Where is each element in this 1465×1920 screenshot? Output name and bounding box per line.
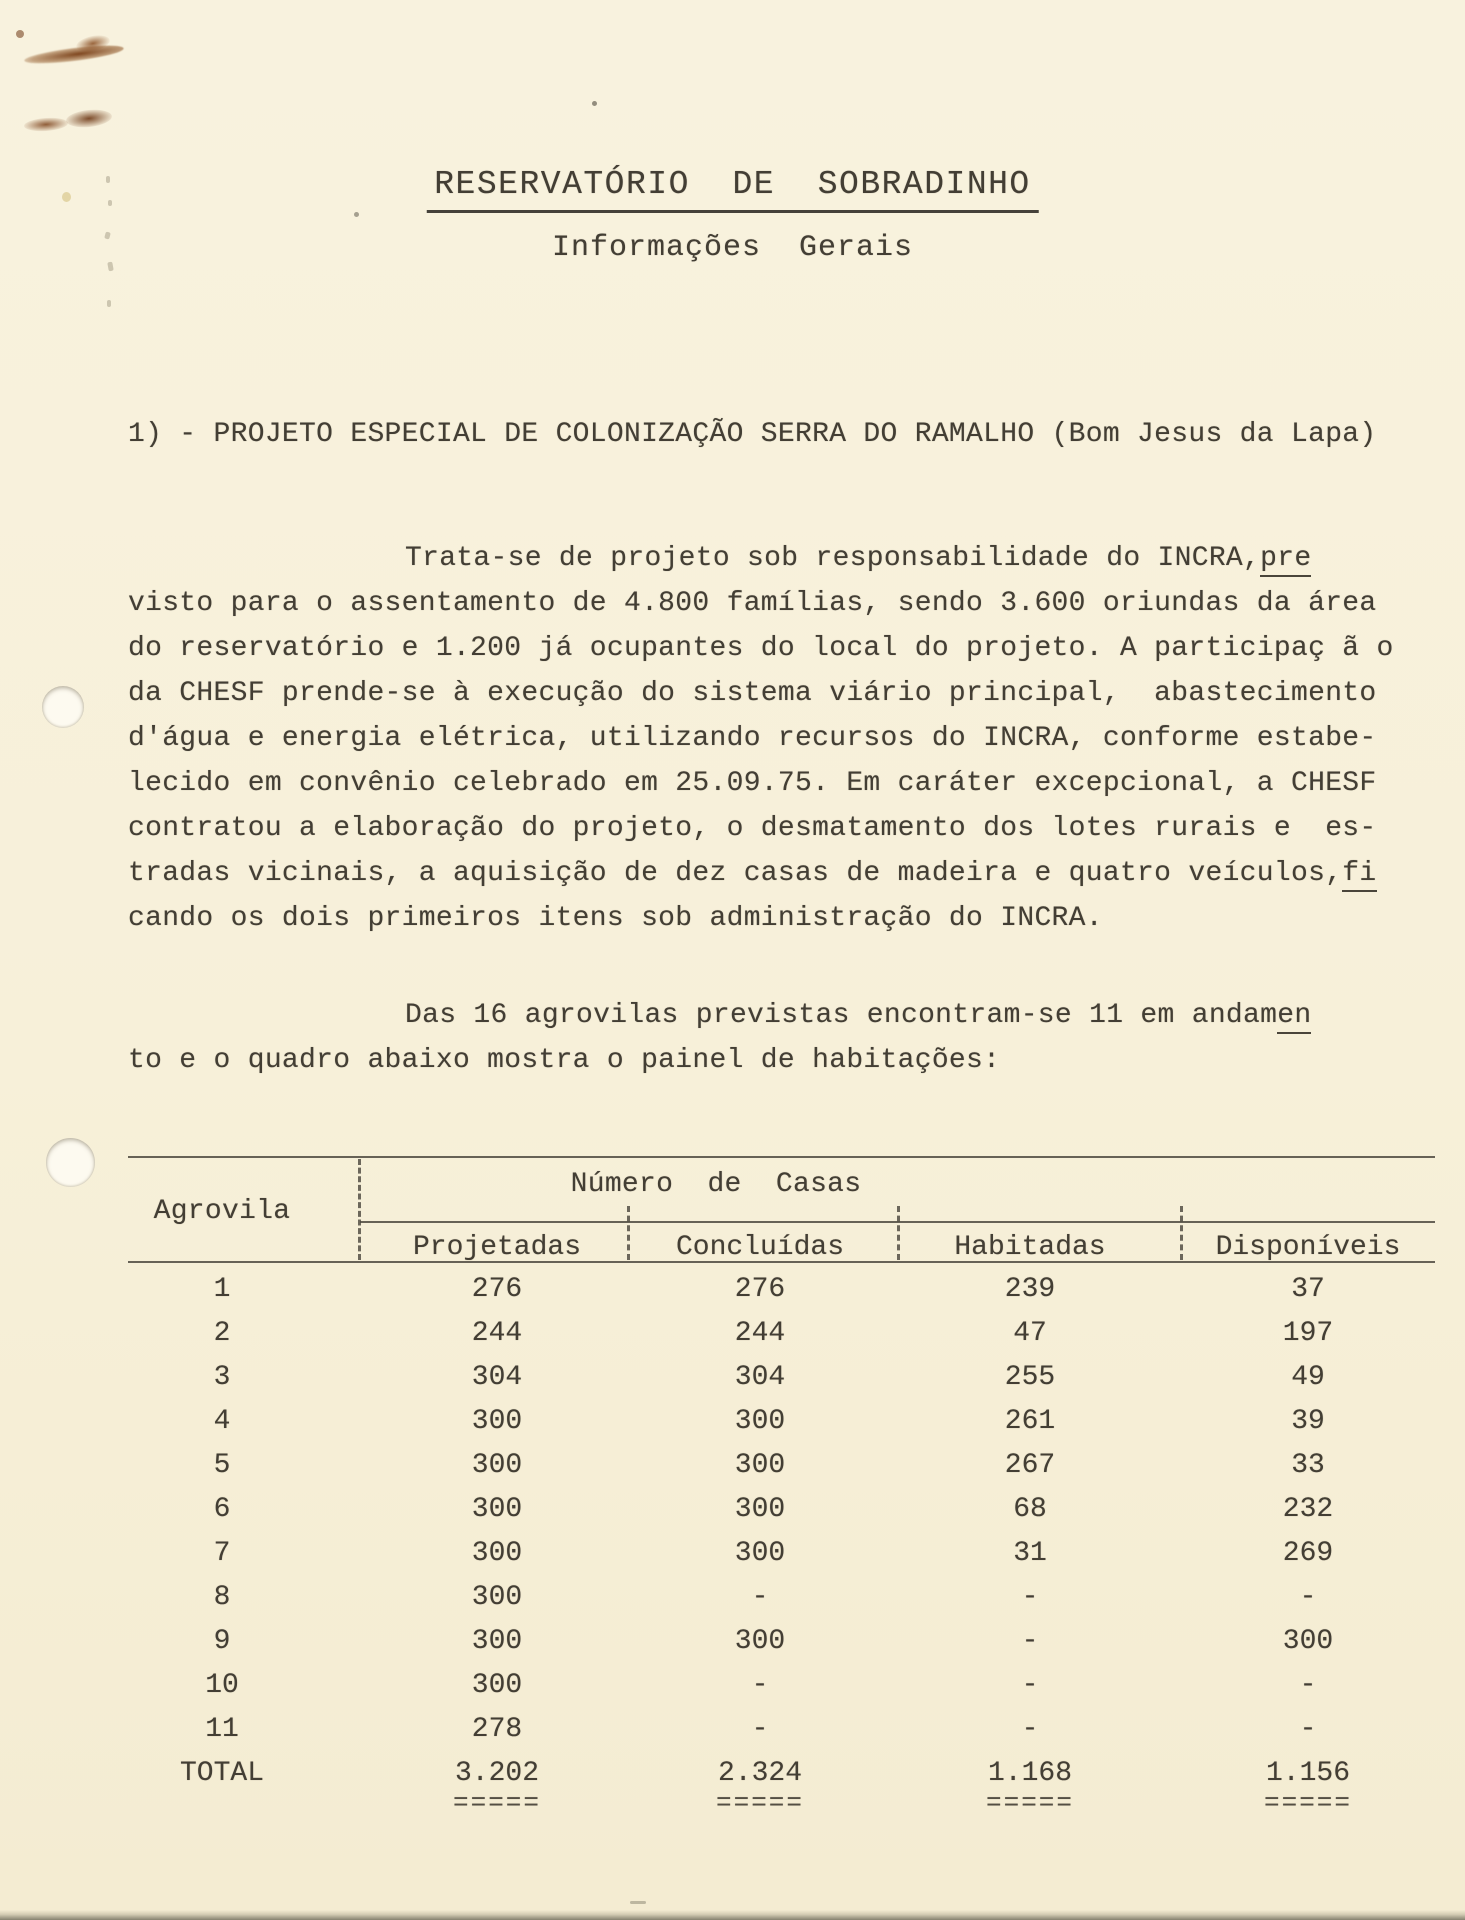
- value-disponiveis: -: [1299, 1714, 1317, 1745]
- document-title: RESERVATÓRIO DE SOBRADINHO: [426, 166, 1039, 213]
- agrovila-number: 4: [213, 1406, 231, 1437]
- text-line: do reservatório e 1.200 já ocupantes do local do projeto. A participaç ã o: [128, 633, 1394, 664]
- total-underline-mark: =====: [1263, 1788, 1353, 1818]
- value-habitadas: 31: [1013, 1538, 1047, 1569]
- total-underline-mark: =====: [715, 1788, 805, 1818]
- document-subtitle: Informações Gerais: [551, 231, 914, 265]
- value-concluidas: 304: [734, 1362, 786, 1393]
- value-habitadas: 261: [1004, 1406, 1056, 1437]
- text-line: d'água e energia elétrica, utilizando recursos do INCRA, conforme estabe-: [128, 723, 1377, 754]
- value-habitadas: -: [1021, 1670, 1039, 1701]
- ink-stain: [65, 108, 113, 130]
- ink-stain: [24, 116, 69, 132]
- value-disponiveis: -: [1299, 1582, 1317, 1613]
- value-projetadas: 278: [471, 1714, 523, 1745]
- page-bottom-edge: [0, 1910, 1465, 1920]
- value-habitadas: -: [1021, 1582, 1039, 1613]
- value-habitadas: 267: [1004, 1450, 1056, 1481]
- agrovila-number: 6: [213, 1494, 231, 1525]
- value-habitadas: 255: [1004, 1362, 1056, 1393]
- pencil-mark: [106, 176, 110, 183]
- agrovila-number: 2: [213, 1318, 231, 1349]
- total-underline-mark: =====: [985, 1788, 1075, 1818]
- table-row: [0, 1444, 1465, 1488]
- text-line: da CHESF prende-se à execução do sistema viário principal, abastecimento: [128, 678, 1377, 709]
- table-row: [0, 1620, 1465, 1664]
- text-line: visto para o assentamento de 4.800 famílias, sendo 3.600 oriundas da área: [128, 588, 1377, 619]
- table-row: [0, 1576, 1465, 1620]
- value-concluidas: 244: [734, 1318, 786, 1349]
- paragraph-2: [128, 993, 1311, 1083]
- value-habitadas: -: [1021, 1626, 1039, 1657]
- total-habitadas: 1.168: [987, 1758, 1073, 1789]
- pencil-mark: [107, 300, 111, 307]
- table-row: [0, 1664, 1465, 1708]
- table-body: [0, 1268, 1465, 1796]
- column-header-projetadas: Projetadas: [412, 1232, 582, 1263]
- text-line: lecido em convênio celebrado em 25.09.75. Em caráter excepcional, a CHESF: [128, 768, 1377, 799]
- value-concluidas: -: [751, 1670, 769, 1701]
- agrovila-number: 9: [213, 1626, 231, 1657]
- value-concluidas: 276: [734, 1274, 786, 1305]
- punch-hole: [46, 1138, 95, 1187]
- value-disponiveis: 197: [1282, 1318, 1334, 1349]
- value-disponiveis: -: [1299, 1670, 1317, 1701]
- hyphenation-underline: fi: [1342, 858, 1376, 892]
- text-line: Das 16 agrovilas previstas encontram-se 11 em andamen: [128, 993, 1311, 1038]
- table-row: [0, 1532, 1465, 1576]
- column-header-concluidas: Concluídas: [675, 1232, 845, 1263]
- value-disponiveis: 33: [1291, 1450, 1325, 1481]
- pencil-mark: [62, 192, 71, 202]
- value-projetadas: 244: [471, 1318, 523, 1349]
- agrovila-number: 5: [213, 1450, 231, 1481]
- table-row: [0, 1488, 1465, 1532]
- value-projetadas: 300: [471, 1406, 523, 1437]
- value-disponiveis: 37: [1291, 1274, 1325, 1305]
- paper-speck: [592, 101, 597, 106]
- agrovila-number: 10: [205, 1670, 239, 1701]
- pencil-mark: [107, 262, 113, 272]
- value-disponiveis: 39: [1291, 1406, 1325, 1437]
- table-row: [0, 1400, 1465, 1444]
- value-habitadas: 239: [1004, 1274, 1056, 1305]
- value-projetadas: 300: [471, 1626, 523, 1657]
- hyphenation-underline: en: [1277, 1000, 1311, 1034]
- value-projetadas: 300: [471, 1582, 523, 1613]
- column-header-disponiveis: Disponíveis: [1215, 1232, 1401, 1263]
- agrovila-number: 11: [205, 1714, 239, 1745]
- text-line: tradas vicinais, a aquisição de dez casas de madeira e quatro veículos,fi: [128, 851, 1394, 896]
- pencil-mark: [108, 200, 112, 206]
- hyphenation-underline: pre: [1260, 543, 1311, 577]
- column-header-habitadas: Habitadas: [954, 1232, 1106, 1263]
- value-concluidas: 300: [734, 1538, 786, 1569]
- total-label: TOTAL: [179, 1758, 265, 1789]
- total-disponiveis: 1.156: [1265, 1758, 1351, 1789]
- table-row: [0, 1708, 1465, 1752]
- total-double-underline-row: [0, 1788, 1465, 1818]
- text-line: cando os dois primeiros itens sob administração do INCRA.: [128, 903, 1103, 934]
- value-concluidas: 300: [734, 1406, 786, 1437]
- paragraph-1: [128, 536, 1394, 941]
- ink-stain: [16, 30, 24, 38]
- agrovila-number: 8: [213, 1582, 231, 1613]
- value-disponiveis: 269: [1282, 1538, 1334, 1569]
- table-row: [0, 1356, 1465, 1400]
- text-line: contratou a elaboração do projeto, o desmatamento dos lotes rurais e es-: [128, 813, 1377, 844]
- value-habitadas: -: [1021, 1714, 1039, 1745]
- pencil-mark: [104, 231, 111, 239]
- value-habitadas: 68: [1013, 1494, 1047, 1525]
- value-projetadas: 276: [471, 1274, 523, 1305]
- ink-stain: [24, 42, 125, 67]
- value-concluidas: 300: [734, 1626, 786, 1657]
- total-underline-mark: =====: [452, 1788, 542, 1818]
- paper-speck: [354, 212, 359, 217]
- agrovila-number: 3: [213, 1362, 231, 1393]
- table-row: [0, 1268, 1465, 1312]
- value-habitadas: 47: [1013, 1318, 1047, 1349]
- punch-hole: [42, 686, 84, 728]
- agrovila-number: 1: [213, 1274, 231, 1305]
- paper-speck: [630, 1901, 646, 1904]
- table-column-headers: [0, 1226, 1465, 1270]
- section-heading: 1) - PROJETO ESPECIAL DE COLONIZAÇÃO SERRA DO RAMALHO (Bom Jesus da Lapa): [128, 419, 1377, 450]
- value-disponiveis: 49: [1291, 1362, 1325, 1393]
- text-line: to e o quadro abaixo mostra o painel de habitações:: [128, 1045, 1001, 1076]
- value-disponiveis: 300: [1282, 1626, 1334, 1657]
- value-concluidas: -: [751, 1714, 769, 1745]
- value-concluidas: -: [751, 1582, 769, 1613]
- table-group-header: Número de Casas: [570, 1169, 862, 1200]
- value-disponiveis: 232: [1282, 1494, 1334, 1525]
- value-projetadas: 300: [471, 1538, 523, 1569]
- value-projetadas: 300: [471, 1494, 523, 1525]
- table-row-axis-label: Agrovila: [153, 1196, 291, 1227]
- value-projetadas: 300: [471, 1450, 523, 1481]
- value-projetadas: 304: [471, 1362, 523, 1393]
- value-concluidas: 300: [734, 1494, 786, 1525]
- agrovila-number: 7: [213, 1538, 231, 1569]
- total-concluidas: 2.324: [717, 1758, 803, 1789]
- total-projetadas: 3.202: [454, 1758, 540, 1789]
- table-top-rule: [128, 1156, 1435, 1158]
- table-row: [0, 1312, 1465, 1356]
- text-line: Trata-se de projeto sob responsabilidade do INCRA,pre: [128, 536, 1394, 581]
- value-concluidas: 300: [734, 1450, 786, 1481]
- value-projetadas: 300: [471, 1670, 523, 1701]
